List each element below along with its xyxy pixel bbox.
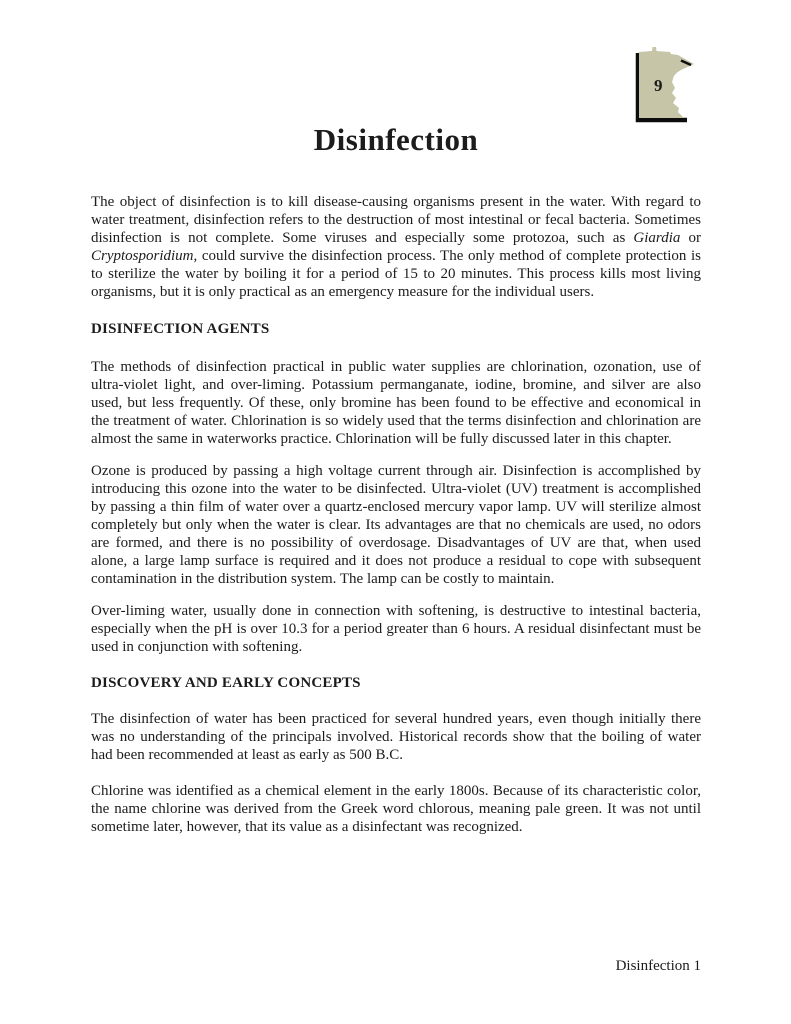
paragraph-agents-overliming: Over-liming water, usually done in connection with softening, is destructive to intestinal bacteria, especially when the pH is over 10.3 for a period greater than 6 hours. A residual disinfectant must be used in conjunction with softening. (91, 603, 701, 655)
paragraph-intro: The object of disinfection is to kill disease-causing organisms present in the water. With regard to water treatment, disinfection refers to the destruction of most intestinal or fecal bacteria. Sometimes disinfection is not complete. Some viruses and especially some protozoa, such as Giardia or Cryptosporidium, could survive the disinfection process. The only method of complete protection is to sterilize the water by boiling it for a period of 15 to 20 minutes. This process kills most living organisms, but it is only practical as an emergency measure for the individual users. (91, 194, 701, 300)
chapter-number-badge: 9 (654, 76, 663, 95)
paragraph-discovery-history: The disinfection of water has been practiced for several hundred years, even though initially there was no understanding of the principals involved. Historical records show that the boiling of water had been recommended at least as early as 500 B.C. (91, 711, 701, 763)
page-title: Disinfection (313, 122, 479, 157)
page-footer: Disinfection 1 (615, 958, 701, 974)
section-heading-disinfection-agents: DISINFECTION AGENTS (91, 321, 270, 337)
paragraph-agents-methods: The methods of disinfection practical in public water supplies are chlorination, ozonation, use of ultra-violet light, and over-liming. Potassium permanganate, iodine, bromine, and silver are also used, but less frequently. Of these, only bromine has been found to be effective and economical in the treatment of water. Chlorination is so widely used that the terms disinfection and chlorination are almost the same in waterworks practice. Chlorination will be fully discussed later in this chapter. (91, 359, 701, 447)
paragraph-discovery-chlorine: Chlorine was identified as a chemical element in the early 1800s. Because of its characteristic color, the name chlorine was derived from the Greek word chlorous, meaning pale green. It was not until sometime later, however, that its value as a disinfectant was recognized. (91, 783, 701, 835)
document-content (91, 0, 701, 836)
section-heading-discovery: DISCOVERY AND EARLY CONCEPTS (91, 675, 361, 691)
paragraph-agents-ozone-uv: Ozone is produced by passing a high voltage current through air. Disinfection is accomplished by introducing this ozone into the water to be disinfected. Ultra-violet (UV) treatment is accomplished by passing a thin film of water over a quartz-enclosed mercury vapor lamp. UV will sterilize almost completely but only when the water is clear. Its advantages are that no chemicals are used, no odors are formed, and there is no possibility of overdosage. Disadvantages of UV are that, when used alone, a large lamp surface is required and it does not produce a residual to cope with subsequent contamination in the distribution system. The lamp can be costly to maintain. (91, 463, 701, 587)
